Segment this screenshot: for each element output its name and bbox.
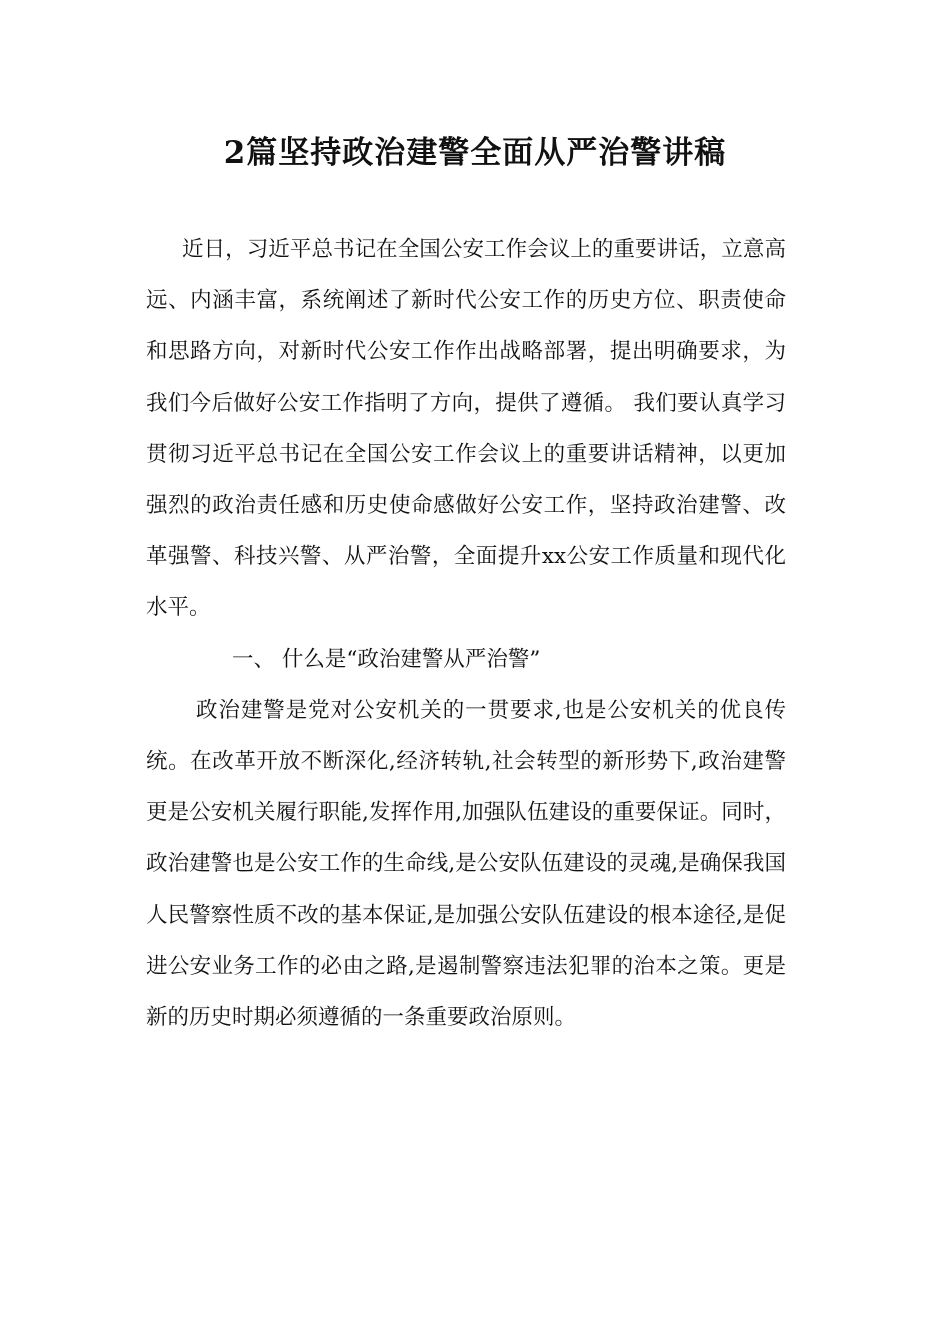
- paragraph-political-policing: 政治建警是党对公安机关的一贯要求,也是公安机关的优良传统。在改革开放不断深化,经济转轨,社会转型的新形势下,政治建警更是公安机关履行职能,发挥作用,加强队伍建设的重要保证。同时，政治建警也是公安工作的生命线,是公安队伍建设的灵魂,是确保我国人民警察性质不改的基本保证,是加强公安队伍建设的根本途径,是促进公安业务工作的必由之路,是遏制警察违法犯罪的治本之策。更是新的历史时期必须遵循的一条重要政治原则。: [146, 697, 786, 1031]
- document-body: [146, 224, 786, 1043]
- section-heading: 一、 什么是“政治建警从严治警”: [232, 646, 541, 672]
- paragraph-intro: 近日，习近平总书记在全国公安工作会议上的重要讲话，立意高远、内涵丰富，系统阐述了新时代公安工作的历史方位、职责使命和思路方向，对新时代公安工作作出战略部署，提出明确要求，为我们今后做好公安工作指明了方向，提供了遵循。 我们要认真学习贯彻习近平总书记在全国公安工作会议上的重要讲话精神，以更加强烈的政治责任感和历史使命感做好公安工作，坚持政治建警、改革强警、科技兴警、从严治警，全面提升xx公安工作质量和现代化水平。: [146, 237, 786, 621]
- document-title: 2篇坚持政治建警全面从严治警讲稿: [223, 135, 727, 171]
